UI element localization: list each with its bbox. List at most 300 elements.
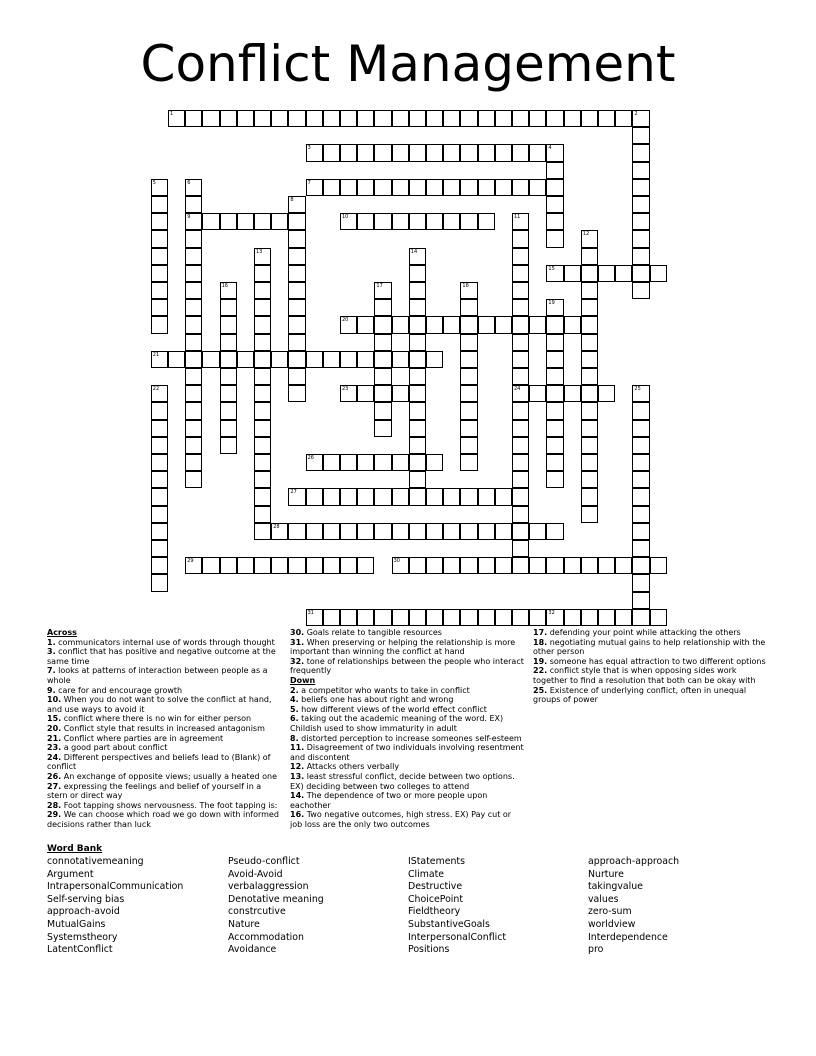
grid-cell[interactable] xyxy=(615,265,632,282)
grid-cell[interactable] xyxy=(529,385,546,402)
grid-cell[interactable] xyxy=(151,230,168,247)
grid-cell[interactable] xyxy=(460,420,477,437)
grid-cell[interactable] xyxy=(254,557,271,574)
grid-cell[interactable] xyxy=(220,557,237,574)
grid-cell[interactable] xyxy=(546,299,563,316)
grid-cell[interactable] xyxy=(374,299,391,316)
grid-cell[interactable] xyxy=(306,110,323,127)
grid-cell[interactable] xyxy=(254,110,271,127)
grid-cell[interactable] xyxy=(615,609,632,626)
grid-cell[interactable] xyxy=(202,351,219,368)
grid-cell[interactable] xyxy=(288,523,305,540)
grid-cell[interactable] xyxy=(426,488,443,505)
grid-cell[interactable] xyxy=(254,316,271,333)
grid-cell[interactable] xyxy=(306,557,323,574)
grid-cell[interactable] xyxy=(288,385,305,402)
grid-cell[interactable] xyxy=(340,351,357,368)
grid-cell[interactable] xyxy=(288,334,305,351)
grid-cell[interactable] xyxy=(340,110,357,127)
grid-cell[interactable] xyxy=(323,179,340,196)
grid-cell[interactable] xyxy=(254,402,271,419)
grid-cell[interactable] xyxy=(254,334,271,351)
grid-cell[interactable] xyxy=(151,574,168,591)
grid-cell[interactable] xyxy=(512,316,529,333)
grid-cell[interactable] xyxy=(632,230,649,247)
grid-cell[interactable] xyxy=(460,557,477,574)
grid-cell[interactable] xyxy=(220,385,237,402)
grid-cell[interactable] xyxy=(632,574,649,591)
grid-cell[interactable] xyxy=(357,609,374,626)
grid-cell[interactable] xyxy=(151,506,168,523)
grid-cell[interactable] xyxy=(254,506,271,523)
grid-cell[interactable] xyxy=(529,523,546,540)
grid-cell[interactable] xyxy=(581,385,598,402)
grid-cell[interactable] xyxy=(392,144,409,161)
grid-cell[interactable] xyxy=(426,213,443,230)
grid-cell[interactable] xyxy=(529,144,546,161)
grid-cell[interactable] xyxy=(323,454,340,471)
grid-cell[interactable] xyxy=(340,179,357,196)
grid-cell[interactable] xyxy=(409,265,426,282)
grid-cell[interactable] xyxy=(151,385,168,402)
grid-cell[interactable] xyxy=(546,471,563,488)
grid-cell[interactable] xyxy=(409,179,426,196)
grid-cell[interactable] xyxy=(168,351,185,368)
grid-cell[interactable] xyxy=(546,334,563,351)
grid-cell[interactable] xyxy=(323,144,340,161)
grid-cell[interactable] xyxy=(220,334,237,351)
grid-cell[interactable] xyxy=(237,351,254,368)
grid-cell[interactable] xyxy=(409,402,426,419)
grid-cell[interactable] xyxy=(564,557,581,574)
grid-cell[interactable] xyxy=(185,179,202,196)
grid-cell[interactable] xyxy=(288,488,305,505)
grid-cell[interactable] xyxy=(220,316,237,333)
grid-cell[interactable] xyxy=(185,248,202,265)
grid-cell[interactable] xyxy=(512,299,529,316)
grid-cell[interactable] xyxy=(288,299,305,316)
grid-cell[interactable] xyxy=(185,265,202,282)
grid-cell[interactable] xyxy=(460,351,477,368)
grid-cell[interactable] xyxy=(546,523,563,540)
grid-cell[interactable] xyxy=(512,437,529,454)
grid-cell[interactable] xyxy=(650,557,667,574)
grid-cell[interactable] xyxy=(632,248,649,265)
grid-cell[interactable] xyxy=(306,488,323,505)
grid-cell[interactable] xyxy=(581,488,598,505)
grid-cell[interactable] xyxy=(460,316,477,333)
grid-cell[interactable] xyxy=(512,506,529,523)
grid-cell[interactable] xyxy=(288,213,305,230)
grid-cell[interactable] xyxy=(409,488,426,505)
grid-cell[interactable] xyxy=(357,454,374,471)
grid-cell[interactable] xyxy=(460,368,477,385)
grid-cell[interactable] xyxy=(392,213,409,230)
grid-cell[interactable] xyxy=(220,420,237,437)
grid-cell[interactable] xyxy=(340,385,357,402)
grid-cell[interactable] xyxy=(512,144,529,161)
grid-cell[interactable] xyxy=(392,523,409,540)
grid-cell[interactable] xyxy=(254,420,271,437)
grid-cell[interactable] xyxy=(460,609,477,626)
grid-cell[interactable] xyxy=(254,368,271,385)
grid-cell[interactable] xyxy=(374,351,391,368)
grid-cell[interactable] xyxy=(650,609,667,626)
grid-cell[interactable] xyxy=(460,385,477,402)
grid-cell[interactable] xyxy=(495,110,512,127)
grid-cell[interactable] xyxy=(374,213,391,230)
grid-cell[interactable] xyxy=(392,609,409,626)
grid-cell[interactable] xyxy=(409,385,426,402)
grid-cell[interactable] xyxy=(495,609,512,626)
grid-cell[interactable] xyxy=(598,110,615,127)
grid-cell[interactable] xyxy=(581,420,598,437)
grid-cell[interactable] xyxy=(460,488,477,505)
grid-cell[interactable] xyxy=(151,540,168,557)
grid-cell[interactable] xyxy=(546,144,563,161)
grid-cell[interactable] xyxy=(151,179,168,196)
grid-cell[interactable] xyxy=(478,488,495,505)
grid-cell[interactable] xyxy=(151,488,168,505)
grid-cell[interactable] xyxy=(632,144,649,161)
grid-cell[interactable] xyxy=(409,248,426,265)
grid-cell[interactable] xyxy=(564,385,581,402)
grid-cell[interactable] xyxy=(426,179,443,196)
grid-cell[interactable] xyxy=(512,248,529,265)
grid-cell[interactable] xyxy=(546,454,563,471)
grid-cell[interactable] xyxy=(340,557,357,574)
grid-cell[interactable] xyxy=(632,609,649,626)
grid-cell[interactable] xyxy=(512,110,529,127)
grid-cell[interactable] xyxy=(340,213,357,230)
grid-cell[interactable] xyxy=(443,557,460,574)
grid-cell[interactable] xyxy=(151,402,168,419)
grid-cell[interactable] xyxy=(512,540,529,557)
grid-cell[interactable] xyxy=(220,282,237,299)
grid-cell[interactable] xyxy=(460,334,477,351)
grid-cell[interactable] xyxy=(632,420,649,437)
grid-cell[interactable] xyxy=(598,609,615,626)
grid-cell[interactable] xyxy=(374,523,391,540)
grid-cell[interactable] xyxy=(546,437,563,454)
grid-cell[interactable] xyxy=(185,299,202,316)
grid-cell[interactable] xyxy=(443,179,460,196)
grid-cell[interactable] xyxy=(323,488,340,505)
grid-cell[interactable] xyxy=(151,299,168,316)
grid-cell[interactable] xyxy=(151,213,168,230)
grid-cell[interactable] xyxy=(598,557,615,574)
grid-cell[interactable] xyxy=(374,110,391,127)
grid-cell[interactable] xyxy=(323,523,340,540)
grid-cell[interactable] xyxy=(632,213,649,230)
grid-cell[interactable] xyxy=(460,179,477,196)
grid-cell[interactable] xyxy=(323,351,340,368)
grid-cell[interactable] xyxy=(254,385,271,402)
grid-cell[interactable] xyxy=(443,110,460,127)
grid-cell[interactable] xyxy=(151,471,168,488)
grid-cell[interactable] xyxy=(374,282,391,299)
grid-cell[interactable] xyxy=(546,179,563,196)
grid-cell[interactable] xyxy=(254,351,271,368)
grid-cell[interactable] xyxy=(409,213,426,230)
grid-cell[interactable] xyxy=(392,488,409,505)
grid-cell[interactable] xyxy=(151,523,168,540)
grid-cell[interactable] xyxy=(185,402,202,419)
grid-cell[interactable] xyxy=(478,213,495,230)
grid-cell[interactable] xyxy=(357,488,374,505)
grid-cell[interactable] xyxy=(581,402,598,419)
grid-cell[interactable] xyxy=(202,557,219,574)
grid-cell[interactable] xyxy=(512,265,529,282)
grid-cell[interactable] xyxy=(581,557,598,574)
grid-cell[interactable] xyxy=(512,334,529,351)
grid-cell[interactable] xyxy=(306,144,323,161)
grid-cell[interactable] xyxy=(357,213,374,230)
grid-cell[interactable] xyxy=(392,316,409,333)
grid-cell[interactable] xyxy=(185,437,202,454)
grid-cell[interactable] xyxy=(271,213,288,230)
grid-cell[interactable] xyxy=(443,609,460,626)
grid-cell[interactable] xyxy=(254,523,271,540)
grid-cell[interactable] xyxy=(581,316,598,333)
grid-cell[interactable] xyxy=(374,420,391,437)
grid-cell[interactable] xyxy=(254,213,271,230)
grid-cell[interactable] xyxy=(581,248,598,265)
grid-cell[interactable] xyxy=(443,144,460,161)
grid-cell[interactable] xyxy=(185,420,202,437)
grid-cell[interactable] xyxy=(271,351,288,368)
grid-cell[interactable] xyxy=(323,557,340,574)
grid-cell[interactable] xyxy=(512,179,529,196)
grid-cell[interactable] xyxy=(546,402,563,419)
grid-cell[interactable] xyxy=(632,110,649,127)
grid-cell[interactable] xyxy=(220,402,237,419)
grid-cell[interactable] xyxy=(185,213,202,230)
grid-cell[interactable] xyxy=(288,265,305,282)
grid-cell[interactable] xyxy=(151,437,168,454)
grid-cell[interactable] xyxy=(254,299,271,316)
grid-cell[interactable] xyxy=(512,402,529,419)
grid-cell[interactable] xyxy=(288,230,305,247)
grid-cell[interactable] xyxy=(409,368,426,385)
grid-cell[interactable] xyxy=(581,230,598,247)
grid-cell[interactable] xyxy=(254,248,271,265)
grid-cell[interactable] xyxy=(512,213,529,230)
grid-cell[interactable] xyxy=(271,557,288,574)
grid-cell[interactable] xyxy=(426,523,443,540)
grid-cell[interactable] xyxy=(374,334,391,351)
grid-cell[interactable] xyxy=(392,110,409,127)
grid-cell[interactable] xyxy=(460,144,477,161)
grid-cell[interactable] xyxy=(271,110,288,127)
grid-cell[interactable] xyxy=(185,196,202,213)
grid-cell[interactable] xyxy=(426,110,443,127)
grid-cell[interactable] xyxy=(581,110,598,127)
grid-cell[interactable] xyxy=(220,213,237,230)
grid-cell[interactable] xyxy=(202,110,219,127)
grid-cell[interactable] xyxy=(529,316,546,333)
grid-cell[interactable] xyxy=(409,609,426,626)
grid-cell[interactable] xyxy=(374,385,391,402)
grid-cell[interactable] xyxy=(581,609,598,626)
grid-cell[interactable] xyxy=(426,609,443,626)
grid-cell[interactable] xyxy=(323,110,340,127)
grid-cell[interactable] xyxy=(632,523,649,540)
grid-cell[interactable] xyxy=(254,437,271,454)
grid-cell[interactable] xyxy=(254,265,271,282)
grid-cell[interactable] xyxy=(632,402,649,419)
grid-cell[interactable] xyxy=(546,110,563,127)
grid-cell[interactable] xyxy=(357,110,374,127)
grid-cell[interactable] xyxy=(409,454,426,471)
grid-cell[interactable] xyxy=(632,506,649,523)
grid-cell[interactable] xyxy=(546,316,563,333)
grid-cell[interactable] xyxy=(374,402,391,419)
grid-cell[interactable] xyxy=(460,454,477,471)
grid-cell[interactable] xyxy=(632,127,649,144)
grid-cell[interactable] xyxy=(478,110,495,127)
grid-cell[interactable] xyxy=(632,179,649,196)
grid-cell[interactable] xyxy=(151,454,168,471)
grid-cell[interactable] xyxy=(512,351,529,368)
grid-cell[interactable] xyxy=(478,144,495,161)
grid-cell[interactable] xyxy=(443,316,460,333)
grid-cell[interactable] xyxy=(512,385,529,402)
grid-cell[interactable] xyxy=(512,609,529,626)
grid-cell[interactable] xyxy=(615,110,632,127)
grid-cell[interactable] xyxy=(581,454,598,471)
grid-cell[interactable] xyxy=(650,265,667,282)
grid-cell[interactable] xyxy=(392,557,409,574)
grid-cell[interactable] xyxy=(220,351,237,368)
grid-cell[interactable] xyxy=(564,110,581,127)
grid-cell[interactable] xyxy=(546,368,563,385)
grid-cell[interactable] xyxy=(512,230,529,247)
grid-cell[interactable] xyxy=(409,316,426,333)
grid-cell[interactable] xyxy=(632,471,649,488)
grid-cell[interactable] xyxy=(546,265,563,282)
grid-cell[interactable] xyxy=(374,488,391,505)
grid-cell[interactable] xyxy=(185,471,202,488)
grid-cell[interactable] xyxy=(357,144,374,161)
grid-cell[interactable] xyxy=(443,213,460,230)
grid-cell[interactable] xyxy=(254,488,271,505)
grid-cell[interactable] xyxy=(185,316,202,333)
grid-cell[interactable] xyxy=(443,488,460,505)
grid-cell[interactable] xyxy=(392,454,409,471)
grid-cell[interactable] xyxy=(632,282,649,299)
grid-cell[interactable] xyxy=(632,454,649,471)
grid-cell[interactable] xyxy=(512,454,529,471)
grid-cell[interactable] xyxy=(460,299,477,316)
grid-cell[interactable] xyxy=(460,213,477,230)
grid-cell[interactable] xyxy=(340,454,357,471)
grid-cell[interactable] xyxy=(460,523,477,540)
grid-cell[interactable] xyxy=(185,230,202,247)
grid-cell[interactable] xyxy=(392,351,409,368)
grid-cell[interactable] xyxy=(185,385,202,402)
grid-cell[interactable] xyxy=(546,385,563,402)
grid-cell[interactable] xyxy=(357,385,374,402)
grid-cell[interactable] xyxy=(529,557,546,574)
grid-cell[interactable] xyxy=(237,213,254,230)
grid-cell[interactable] xyxy=(288,110,305,127)
grid-cell[interactable] xyxy=(581,265,598,282)
grid-cell[interactable] xyxy=(151,265,168,282)
grid-cell[interactable] xyxy=(271,523,288,540)
grid-cell[interactable] xyxy=(185,351,202,368)
grid-cell[interactable] xyxy=(409,334,426,351)
grid-cell[interactable] xyxy=(546,420,563,437)
grid-cell[interactable] xyxy=(185,334,202,351)
grid-cell[interactable] xyxy=(288,282,305,299)
grid-cell[interactable] xyxy=(460,437,477,454)
grid-cell[interactable] xyxy=(581,299,598,316)
grid-cell[interactable] xyxy=(306,179,323,196)
grid-cell[interactable] xyxy=(581,334,598,351)
grid-cell[interactable] xyxy=(512,471,529,488)
grid-cell[interactable] xyxy=(512,368,529,385)
grid-cell[interactable] xyxy=(185,454,202,471)
grid-cell[interactable] xyxy=(288,196,305,213)
grid-cell[interactable] xyxy=(357,179,374,196)
grid-cell[interactable] xyxy=(546,351,563,368)
grid-cell[interactable] xyxy=(151,351,168,368)
grid-cell[interactable] xyxy=(409,144,426,161)
grid-cell[interactable] xyxy=(409,282,426,299)
grid-cell[interactable] xyxy=(374,144,391,161)
grid-cell[interactable] xyxy=(632,592,649,609)
grid-cell[interactable] xyxy=(374,609,391,626)
grid-cell[interactable] xyxy=(185,110,202,127)
grid-cell[interactable] xyxy=(288,351,305,368)
grid-cell[interactable] xyxy=(495,488,512,505)
grid-cell[interactable] xyxy=(237,110,254,127)
grid-cell[interactable] xyxy=(598,385,615,402)
grid-cell[interactable] xyxy=(546,557,563,574)
grid-cell[interactable] xyxy=(254,471,271,488)
grid-cell[interactable] xyxy=(306,351,323,368)
grid-cell[interactable] xyxy=(426,454,443,471)
grid-cell[interactable] xyxy=(564,265,581,282)
grid-cell[interactable] xyxy=(357,351,374,368)
grid-cell[interactable] xyxy=(374,454,391,471)
grid-cell[interactable] xyxy=(495,144,512,161)
grid-cell[interactable] xyxy=(392,385,409,402)
grid-cell[interactable] xyxy=(581,471,598,488)
grid-cell[interactable] xyxy=(632,540,649,557)
grid-cell[interactable] xyxy=(460,282,477,299)
grid-cell[interactable] xyxy=(151,420,168,437)
grid-cell[interactable] xyxy=(185,368,202,385)
grid-cell[interactable] xyxy=(512,282,529,299)
grid-cell[interactable] xyxy=(495,557,512,574)
grid-cell[interactable] xyxy=(306,609,323,626)
grid-cell[interactable] xyxy=(151,316,168,333)
grid-cell[interactable] xyxy=(632,385,649,402)
grid-cell[interactable] xyxy=(357,523,374,540)
grid-cell[interactable] xyxy=(202,213,219,230)
grid-cell[interactable] xyxy=(460,110,477,127)
grid-cell[interactable] xyxy=(340,144,357,161)
grid-cell[interactable] xyxy=(546,213,563,230)
grid-cell[interactable] xyxy=(632,437,649,454)
grid-cell[interactable] xyxy=(443,523,460,540)
grid-cell[interactable] xyxy=(340,488,357,505)
grid-cell[interactable] xyxy=(512,523,529,540)
grid-cell[interactable] xyxy=(426,557,443,574)
grid-cell[interactable] xyxy=(632,196,649,213)
